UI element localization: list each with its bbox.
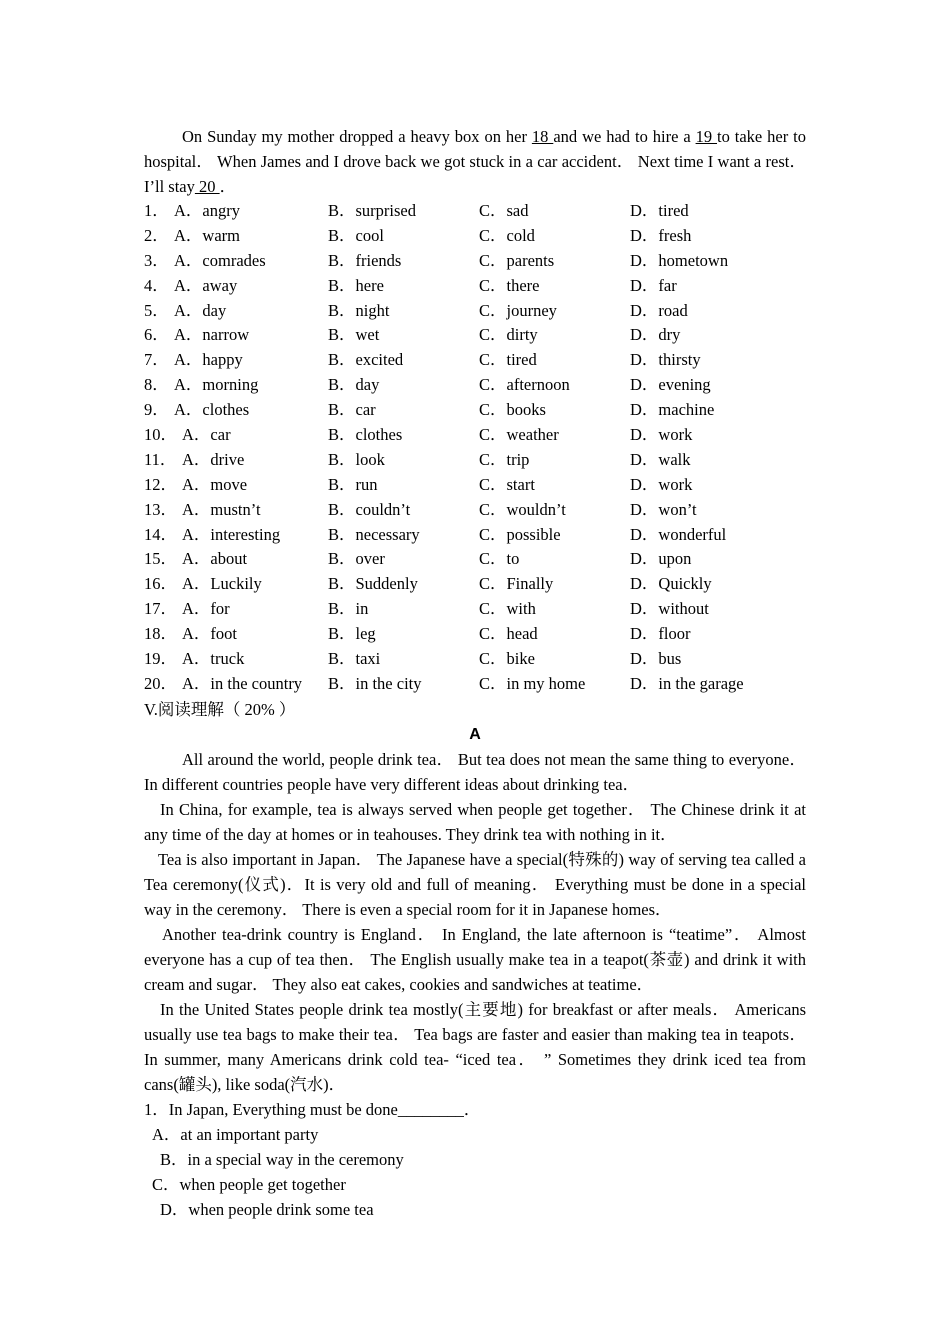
option-a: A．clothes (174, 400, 250, 420)
option-a: A．mustn’t (182, 499, 261, 519)
answer-option-a: A．at an important party (152, 1124, 319, 1144)
question-number: 20． (144, 673, 177, 693)
answer-option-c: C．when people get together (152, 1174, 346, 1194)
option-a: A．morning (174, 375, 259, 395)
answer-option-b: B．in a special way in the ceremony (160, 1149, 404, 1169)
option-row (144, 523, 806, 548)
option-b: B．here (328, 275, 384, 295)
question-number: 8． (144, 375, 169, 395)
option-b: B．Suddenly (328, 574, 418, 594)
option-c: C．Finally (479, 574, 554, 594)
option-c: C．weather (479, 425, 559, 445)
option-d: D．wonderful (630, 524, 727, 544)
option-row (144, 373, 806, 398)
option-row (144, 423, 806, 448)
option-a: A．for (182, 599, 230, 619)
cloze-text: and we had to hire a (553, 127, 696, 146)
option-c: C．in my home (479, 673, 586, 693)
option-a: A．day (174, 300, 227, 320)
option-c: C．dirty (479, 325, 538, 345)
passage-title: A (469, 725, 481, 743)
cloze-text: ． (219, 177, 237, 196)
option-row (144, 348, 806, 373)
option-d: D．machine (630, 400, 715, 420)
option-row (144, 622, 806, 647)
option-c: C．parents (479, 250, 555, 270)
option-d: D．fresh (630, 225, 692, 245)
question-number: 18． (144, 624, 177, 644)
section-heading: V.阅读理解（ 20% ） (144, 699, 296, 719)
question-number: 15． (144, 549, 177, 569)
option-row (144, 547, 806, 572)
option-c: C．trip (479, 449, 530, 469)
option-c: C．with (479, 599, 536, 619)
option-row (144, 572, 806, 597)
option-d: D．dry (630, 325, 681, 345)
option-b: B．look (328, 449, 385, 469)
question-number: 6． (144, 325, 169, 345)
option-a: A．truck (182, 649, 245, 669)
option-b: B．couldn’t (328, 499, 411, 519)
option-c: C．wouldn’t (479, 499, 566, 519)
option-d: D．tired (630, 201, 689, 220)
answer-option-d: D．when people drink some tea (160, 1199, 374, 1219)
question-number: 10． (144, 425, 177, 445)
question-number: 1． (144, 201, 169, 220)
question-number: 17． (144, 599, 177, 619)
option-c: C．possible (479, 524, 561, 544)
option-a: A．drive (182, 449, 245, 469)
blank-18: 18 (531, 127, 554, 146)
question-number: 2． (144, 225, 169, 245)
option-c: C．start (479, 474, 535, 494)
question-number: 16． (144, 574, 177, 594)
passage-paragraph-5: In the United States people drink tea mostly(主要地) for breakfast or after meals． Americans usually use tea bags to make their tea． Tea bags are faster and easier than making tea in teapots．In summer, many Americans drink cold tea- “iced tea． ” Sometimes they drink iced tea from cans(罐头), like soda(汽水)． (144, 999, 806, 1094)
option-d: D．evening (630, 375, 711, 395)
option-row (144, 398, 806, 423)
option-b: B．run (328, 474, 378, 494)
option-a: A．away (174, 275, 238, 295)
question-number: 19． (144, 649, 177, 669)
option-c: C．tired (479, 350, 537, 370)
cloze-text: to take her to hospital． When James and I drove back we got stuck in a car accident． Next time I want a rest． I’ll stay (144, 127, 807, 196)
passage-paragraph-1: All around the world, people drink tea． But tea does not mean the same thing to everyone．In different countries people have very different ideas about drinking tea． (144, 749, 806, 794)
question-number: 14． (144, 524, 177, 544)
option-b: B．in (328, 599, 369, 619)
option-a: A．car (182, 425, 231, 445)
option-row (144, 647, 806, 672)
option-d: D．thirsty (630, 350, 701, 370)
option-b: B．necessary (328, 524, 420, 544)
option-b: B．car (328, 400, 376, 420)
option-b: B．leg (328, 624, 376, 644)
option-row (144, 299, 806, 324)
option-row (144, 498, 806, 523)
option-a: A．comrades (174, 250, 266, 270)
option-a: A．foot (182, 624, 237, 644)
option-a: A．in the country (182, 673, 303, 693)
option-a: A．move (182, 474, 248, 494)
blank-20: 20 (194, 177, 220, 196)
option-b: B．clothes (328, 425, 403, 445)
cloze-passage-end (144, 124, 806, 199)
question-number: 9． (144, 400, 169, 420)
option-d: D．far (630, 275, 677, 295)
option-b: B．surprised (328, 201, 416, 220)
question-number: 11． (144, 449, 177, 469)
blank-19: 19 (695, 127, 718, 146)
cloze-text: On Sunday my mother dropped a heavy box on her (182, 127, 532, 146)
option-row (144, 672, 806, 697)
option-c: C．cold (479, 225, 535, 245)
option-row (144, 473, 806, 498)
option-row (144, 274, 806, 299)
option-c: C．there (479, 275, 540, 295)
question-number: 3． (144, 250, 169, 270)
option-b: B．in the city (328, 673, 422, 693)
option-d: D．floor (630, 624, 691, 644)
option-c: C．to (479, 549, 520, 569)
option-row (144, 224, 806, 249)
option-row (144, 597, 806, 622)
passage-paragraph-2: In China, for example, tea is always served when people get together． The Chinese drink it at any time of the day at homes or in teahouses. They drink tea with nothing in it． (144, 799, 806, 844)
option-d: D．bus (630, 649, 682, 669)
option-c: C．journey (479, 300, 557, 320)
option-b: B．over (328, 549, 385, 569)
option-row (144, 249, 806, 274)
option-d: D．road (630, 300, 688, 320)
option-d: D．upon (630, 549, 692, 569)
option-d: D．work (630, 425, 693, 445)
question-number: 4． (144, 275, 169, 295)
question-stem: 1．In Japan, Everything must be done________． (144, 1099, 481, 1119)
option-a: A．happy (174, 350, 243, 370)
option-d: D．Quickly (630, 574, 712, 594)
option-row (144, 448, 806, 473)
page-content (144, 124, 806, 1222)
option-d: D．in the garage (630, 673, 744, 693)
option-row (144, 199, 806, 224)
question-number: 12． (144, 474, 177, 494)
option-b: B．night (328, 300, 390, 320)
option-c: C．bike (479, 649, 535, 669)
option-c: C．head (479, 624, 538, 644)
option-d: D．hometown (630, 250, 729, 270)
question-number: 13． (144, 499, 177, 519)
question-number: 7． (144, 350, 169, 370)
option-b: B．friends (328, 250, 402, 270)
option-c: C．sad (479, 201, 529, 220)
option-d: D．without (630, 599, 709, 619)
option-d: D．work (630, 474, 693, 494)
option-b: B．wet (328, 325, 380, 345)
option-a: A．Luckily (182, 574, 262, 594)
passage-paragraph-3: Tea is also important in Japan． The Japanese have a special(特殊的) way of serving tea called a Tea ceremony(仪式)．It is very old and full of meaning． Everything must be done in a special way in the ceremony． There is even a special room for it in Japanese homes． (144, 849, 806, 919)
options-list (144, 199, 806, 697)
option-d: D．walk (630, 449, 691, 469)
option-c: C．afternoon (479, 375, 570, 395)
option-a: A．about (182, 549, 248, 569)
passage-paragraph-4: Another tea-drink country is England． In England, the late afternoon is “teatime”． Almost everyone has a cup of tea then． The English usually make tea in a teapot(茶壶) and drink it with cream and sugar． They also eat cakes, cookies and sandwiches at teatime． (144, 924, 806, 994)
option-row (144, 323, 806, 348)
option-a: A．narrow (174, 325, 250, 345)
option-c: C．books (479, 400, 546, 420)
option-a: A．angry (174, 201, 240, 220)
option-a: A．warm (174, 225, 240, 245)
question-number: 5． (144, 300, 169, 320)
option-b: B．taxi (328, 649, 381, 669)
option-b: B．excited (328, 350, 404, 370)
option-d: D．won’t (630, 499, 697, 519)
option-b: B．cool (328, 225, 384, 245)
option-a: A．interesting (182, 524, 281, 544)
option-b: B．day (328, 375, 380, 395)
